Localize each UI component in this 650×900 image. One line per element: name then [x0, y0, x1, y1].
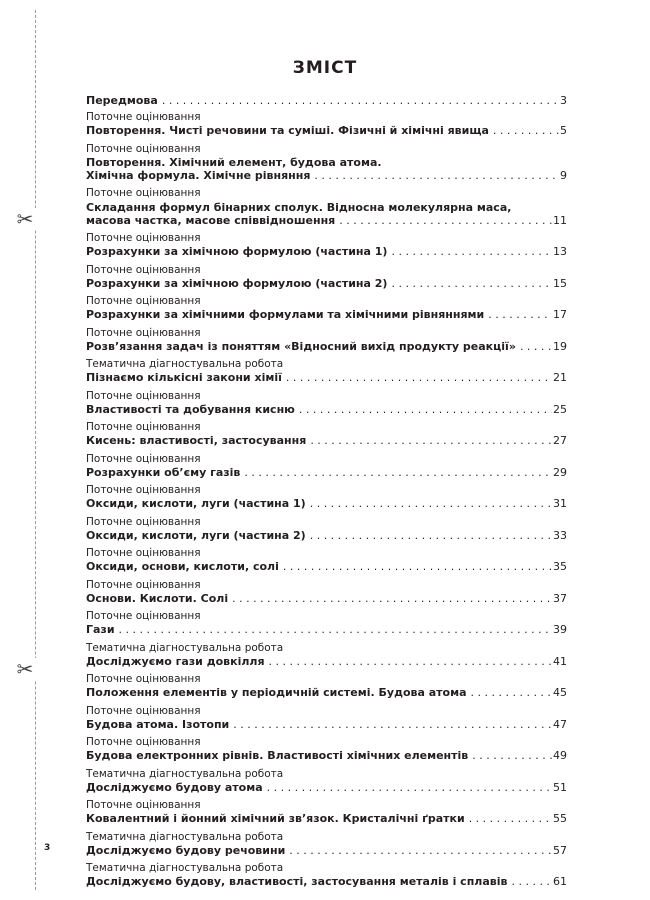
toc-entry-category: Поточне оцінювання	[86, 484, 201, 497]
toc-entry-title: Хімічна формула. Хімічне рівняння	[86, 169, 311, 183]
toc-entry-page: 51	[553, 780, 567, 794]
toc-entry-category: Поточне оцінювання	[86, 736, 201, 749]
toc-entry	[86, 831, 567, 857]
toc-entry-line	[86, 781, 567, 794]
toc-entry-title: Пізнаємо кількісні закони хімії	[86, 371, 282, 385]
toc-entry-category: Поточне оцінювання	[86, 111, 201, 124]
page-number: 3	[44, 843, 51, 853]
toc-entry-category: Поточне оцінювання	[86, 578, 201, 591]
toc-entry-title: Будова електронних рівнів. Властивості хімічних елементів	[86, 749, 469, 763]
toc-entry-title: Ковалентний і йонний хімічний зв’язок. Кристалічні ґратки	[86, 812, 465, 826]
toc-entry-category: Тематична діагностувальна робота	[86, 862, 284, 875]
toc-entry-category: Поточне оцінювання	[86, 799, 201, 812]
toc-entry-page: 31	[553, 497, 567, 511]
toc-entry-page: 45	[553, 686, 567, 700]
toc-entry-category: Поточне оцінювання	[86, 187, 201, 200]
toc-entry	[86, 579, 567, 605]
toc-entry-title: Досліджуємо будову, властивості, застосування металів і сплавів	[86, 875, 508, 889]
toc-entry-line	[86, 844, 567, 857]
dot-leader	[391, 245, 552, 258]
toc-entry-page: 11	[553, 213, 567, 227]
toc-entry	[86, 610, 567, 636]
page-title: ЗМІСТ	[292, 58, 358, 78]
toc-entry-category: Поточне оцінювання	[86, 515, 201, 528]
toc-entry-category: Поточне оцінювання	[86, 452, 201, 465]
toc-entry-category: Поточне оцінювання	[86, 232, 201, 245]
toc-entry	[86, 642, 567, 668]
toc-entry-page: 33	[553, 528, 567, 542]
dot-leader	[339, 214, 552, 227]
toc-entry-category: Поточне оцінювання	[86, 389, 201, 402]
toc-entry-page: 19	[553, 339, 567, 353]
toc-entry-title: Складання формул бінарних сполук. Відносна молекулярна маса,	[86, 200, 512, 214]
toc-entry-category: Тематична діагностувальна робота	[86, 830, 284, 843]
toc-entry-category: Поточне оцінювання	[86, 610, 201, 623]
toc-entry-title: Оксиди, кислоти, луги (частина 1)	[86, 497, 306, 511]
toc-entry-page: 37	[553, 591, 567, 605]
toc-entry-page: 3	[560, 94, 567, 107]
toc-entry-title: Розрахунки за хімічними формулами та хімічними рівняннями	[86, 308, 485, 322]
dot-leader	[310, 434, 552, 447]
toc-entry-title: Розрахунки за хімічною формулою (частина 1)	[86, 245, 388, 259]
dot-leader	[269, 655, 552, 668]
toc-entry	[86, 673, 567, 699]
toc-entry-page: 47	[553, 717, 567, 731]
toc-entry-title: Будова атома. Ізотопи	[86, 717, 230, 731]
toc-entry	[86, 516, 567, 542]
toc-entry	[86, 232, 567, 258]
toc-entry-page: 49	[553, 749, 567, 763]
toc-entry-line	[86, 592, 567, 605]
toc-entry-line	[86, 560, 567, 573]
toc-entry-category: Поточне оцінювання	[86, 421, 201, 434]
toc-entry	[86, 327, 567, 353]
toc-entry-title: Розрахунки за хімічною формулою (частина 2)	[86, 276, 388, 290]
toc-entry-category: Тематична діагностувальна робота	[86, 767, 284, 780]
toc-entry	[86, 143, 567, 183]
toc-entry-line	[86, 812, 567, 825]
toc-entry-category: Поточне оцінювання	[86, 326, 201, 339]
dot-leader	[310, 529, 552, 542]
toc-entry-line	[86, 169, 567, 182]
dot-leader	[310, 497, 552, 510]
toc-entry-line	[86, 214, 567, 227]
dot-leader	[471, 686, 553, 699]
dot-leader	[232, 592, 552, 605]
toc-entry-page: 27	[553, 434, 567, 448]
toc-entry	[86, 547, 567, 573]
toc-entry-title: Повторення. Хімічний елемент, будова атома.	[86, 155, 382, 169]
toc-entry-page: 35	[553, 560, 567, 574]
toc-entry-title: Розв’язання задач із поняттям «Відносний вихід продукту реакції»	[86, 339, 516, 353]
dot-leader	[299, 403, 552, 416]
toc-entry	[86, 768, 567, 794]
dot-leader	[233, 718, 552, 731]
toc-entry-category: Тематична діагностувальна робота	[86, 358, 284, 371]
dot-leader	[267, 781, 552, 794]
toc-entry-title: Гази	[86, 623, 115, 637]
toc-entry-line	[86, 371, 567, 384]
toc-entry-line	[86, 245, 567, 258]
toc-entry-line	[86, 655, 567, 668]
toc-entry-title: Досліджуємо будову атома	[86, 780, 263, 794]
toc-entry-page: 41	[553, 654, 567, 668]
dot-leader	[289, 844, 552, 857]
toc-entry	[86, 484, 567, 510]
toc-entry-line	[86, 434, 567, 447]
toc-entry-page: 61	[553, 875, 567, 889]
toc-entry-page: 5	[560, 124, 567, 138]
toc-entry-page: 55	[553, 812, 567, 826]
toc-entry-title: Властивості та добування кисню	[86, 402, 295, 416]
toc-entry-title: Оксиди, кислоти, луги (частина 2)	[86, 528, 306, 542]
toc-entry-title: Досліджуємо будову речовини	[86, 843, 286, 857]
toc-entry	[86, 799, 567, 825]
toc-entry	[86, 453, 567, 479]
dot-leader	[493, 124, 559, 137]
toc-entry	[86, 111, 567, 137]
toc-entry-line	[86, 623, 567, 636]
toc-entry-title: Повторення. Чисті речовини та суміші. Фізичні й хімічні явища	[86, 124, 489, 138]
toc-entry	[86, 358, 567, 384]
toc-entry-title: масова частка, масове співвідношення	[86, 213, 336, 227]
toc-entry	[86, 390, 567, 416]
toc-entry-title: Досліджуємо гази довкілля	[86, 654, 265, 668]
toc-entry-category: Поточне оцінювання	[86, 295, 201, 308]
cut-line	[35, 10, 36, 890]
toc-entry-page: 15	[553, 276, 567, 290]
toc-entry-category: Поточне оцінювання	[86, 263, 201, 276]
toc-entry-line	[86, 497, 567, 510]
toc-entry-line	[86, 340, 567, 353]
toc-entry-category: Тематична діагностувальна робота	[86, 641, 284, 654]
dot-leader	[469, 812, 552, 825]
toc-entry-line	[86, 875, 567, 888]
toc-entry	[86, 705, 567, 731]
dot-leader	[314, 169, 559, 182]
toc-entry-line	[86, 277, 567, 290]
toc-entry-page: 21	[553, 371, 567, 385]
toc-entry-line	[86, 308, 567, 321]
dot-leader	[520, 340, 552, 353]
toc-entry-page: 9	[560, 169, 567, 183]
table-of-contents	[86, 94, 567, 894]
dot-leader	[391, 277, 552, 290]
toc-entry-category: Поточне оцінювання	[86, 704, 201, 717]
toc-entry-category: Поточне оцінювання	[86, 547, 201, 560]
dot-leader	[472, 749, 552, 762]
toc-entry-title: Положення елементів у періодичній системі. Будова атома	[86, 686, 467, 700]
toc-entry-title: Кисень: властивості, застосування	[86, 434, 307, 448]
toc-entry-line	[86, 749, 567, 762]
dot-leader	[119, 623, 552, 636]
toc-entry-category: Поточне оцінювання	[86, 142, 201, 155]
dot-leader	[244, 466, 552, 479]
dot-leader	[286, 371, 552, 384]
toc-entry	[86, 264, 567, 290]
toc-entry	[86, 94, 567, 107]
toc-entry-title: Передмова	[86, 94, 158, 107]
toc-entry-title: Оксиди, основи, кислоти, солі	[86, 560, 279, 574]
dot-leader	[488, 308, 552, 321]
toc-entry-line	[86, 124, 567, 137]
toc-entry-title: Розрахунки об’єму газів	[86, 465, 241, 479]
toc-entry-line	[86, 718, 567, 731]
toc-entry-page: 29	[553, 465, 567, 479]
toc-entry-page: 39	[553, 623, 567, 637]
toc-entry	[86, 421, 567, 447]
toc-entry-line	[86, 529, 567, 542]
toc-entry-line	[86, 403, 567, 416]
toc-entry-line	[86, 686, 567, 699]
scissors-icon: ✂	[14, 658, 36, 680]
toc-entry-line	[86, 201, 567, 214]
toc-entry	[86, 862, 567, 888]
dot-leader	[283, 560, 552, 573]
toc-entry	[86, 187, 567, 227]
dot-leader	[511, 875, 552, 888]
toc-entry-category: Поточне оцінювання	[86, 673, 201, 686]
toc-entry-page: 13	[553, 245, 567, 259]
toc-entry-title: Основи. Кислоти. Солі	[86, 591, 229, 605]
toc-entry	[86, 295, 567, 321]
toc-entry-page: 17	[553, 308, 567, 322]
toc-entry-page: 57	[553, 843, 567, 857]
toc-entry-page: 25	[553, 402, 567, 416]
toc-entry-line	[86, 466, 567, 479]
dot-leader	[162, 94, 559, 107]
scissors-icon: ✂	[14, 208, 36, 230]
toc-entry-line	[86, 156, 567, 169]
toc-entry	[86, 736, 567, 762]
toc-entry-line	[86, 94, 567, 107]
